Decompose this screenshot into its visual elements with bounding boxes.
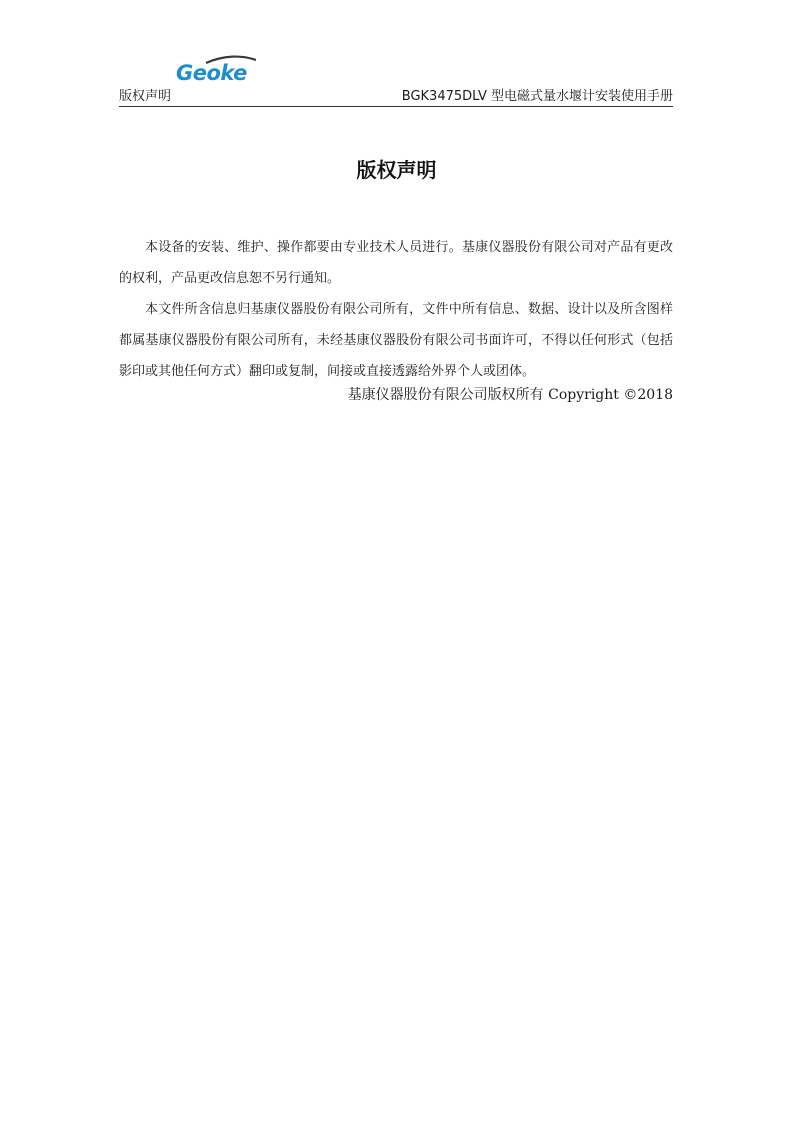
header-document-title: BGK3475DLV 型电磁式量水堰计安装使用手册 <box>401 89 673 104</box>
page-title: 版权声明 <box>356 158 437 182</box>
paragraph: 本设备的安装、维护、操作都要由专业技术人员进行。基康仪器股份有限公司对产品有更改的权利，产品更改信息恕不另行通知。 <box>119 240 673 286</box>
page-header <box>119 52 673 107</box>
paragraph: 本文件所含信息归基康仪器股份有限公司所有，文件中所有信息、数据、设计以及所含图样都属基康仪器股份有限公司所有，未经基康仪器股份有限公司书面许可，不得以任何形式（包括影印或其他任何方式）翻印或复制，间接或直接透露给外界个人或团体。 <box>119 302 673 379</box>
body-text <box>119 232 673 387</box>
copyright-signature: 基康仪器股份有限公司版权所有 Copyright ©2018 <box>347 387 673 403</box>
logo-wordmark: Geoke <box>176 61 247 85</box>
header-section-label: 版权声明 <box>119 89 172 104</box>
geoke-logo <box>176 54 256 90</box>
